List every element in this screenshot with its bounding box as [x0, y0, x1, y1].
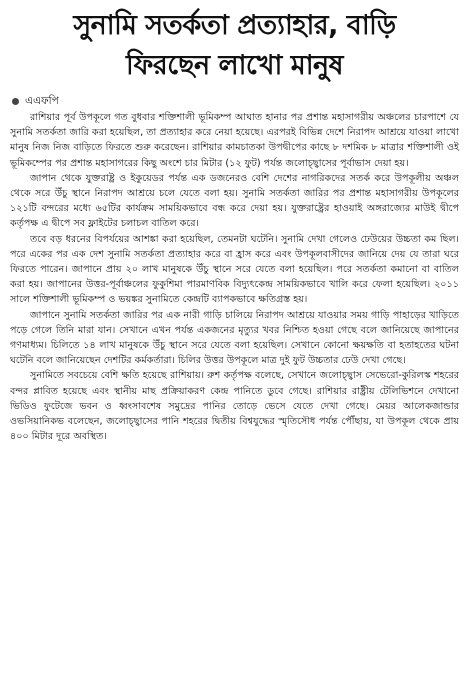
paragraph: রাশিয়ার পূর্ব উপকূলে গত বুধবার শক্তিশালী ভূমিকম্প আঘাত হানার পর প্রশান্ত মহাসাগরীয় অঞ্চলের চারপাশে যে সুনামি সতর্কতা জারি করা হয়েছিল, তা প্রত্যাহার করে নেয়া হয়েছে। এরপরই বিভিন্ন দেশে নিরাপদ আশ্রয়ে যাওয়া লাখো মানুষ নিজ নিজ বাড়িতে ফিরতে শুরু করেছেন। রাশিয়ার কামচাতকা উপদ্বীপের কাছে ৮ দশমিক ৮ মাত্রার শক্তিশালী ওই ভূমিকম্পের পর প্রশান্ত মহাসাগরের কিছু অংশে চার মিটার (১২ ফুট) পর্যন্ত জলোচ্ছ্বাসের পূর্বাভাস দেয়া হয়। [10, 112, 459, 169]
paragraph: তবে বড় ধরনের বিপর্যয়ের আশঙ্কা করা হয়েছিল, তেমনটা ঘটেনি। সুনামি দেখা গেলেও ঢেউয়ের উচ্চতা কম ছিল। পরে একের পর এক দেশ সুনামি সতর্কতা প্রত্যাহার করে বা হ্রাস করে এবং উপকূলবাসীদের জানিয়ে দেয় যে তারা ঘরে ফিরতে পারেন। জাপানে প্রায় ২০ লাখ মানুষকে উঁচু স্থানে সরে যেতে বলা হয়েছিল। পরে সতর্কতা কমানো বা বাতিল করা হয়। জাপানের উত্তর-পূর্বাঞ্চলের ফুকুশিমা পারমাণবিক বিদ্যুৎকেন্দ্র সাময়িকভাবে খালি করে ফেলা হয়েছিল। ২০১১ সালে শক্তিশালী ভূমিকম্প ও ভয়ঙ্কর সুনামিতে কেন্দ্রটি ব্যাপকভাবে ক্ষতিগ্রস্ত হয়। [10, 233, 459, 306]
paragraph: জাপানে সুনামি সতর্কতা জারির পর এক নারী গাড়ি চালিয়ে নিরাপদ আশ্রয়ে যাওয়ার সময় গাড়ি পাহাড়ের খাড়িতে পড়ে গেলে তিনি মারা যান। সেখানে এখন পর্যন্ত একজনের মৃত্যুর খবর নিশ্চিত হওয়া গেছে বলে জানিয়েছে জাপানের গণমাধ্যম। চিলিতে ১৪ লাখ মানুষকে উঁচু স্থানে সরে যেতে বলা হয়েছিল। সেখানে কোনো ক্ষয়ক্ষতি বা হতাহতের ঘটনা ঘটেনি বলে জানিয়েছেন দেশটির কর্মকর্তারা। চিলির উত্তর উপকূলে মাত্র দুই ফুট উচ্চতার ঢেউ দেখা গেছে। [10, 309, 459, 367]
headline [10, 6, 459, 86]
headline-line-2: ফিরছেন লাখো মানুষ [125, 50, 344, 81]
paragraph: জাপান থেকে যুক্তরাষ্ট্র ও ইকুয়েডর পর্যন্ত এক ডজনেরও বেশি দেশের নাগরিকদের সতর্ক করে উপকূলীয় অঞ্চল থেকে সরে উঁচু স্থানে নিরাপদ আশ্রয়ে চলে যেতে বলা হয়। সুনামি সতর্কতা জারির পর প্রশান্ত মহাসাগরীয় উপকূলের ১২১টি বন্দরের মধ্যে ৬৫টির কার্যক্রম সাময়িকভাবে বন্ধ করে দেয়া হয়। যুক্তরাষ্ট্রের হাওয়াই অঙ্গরাজ্যের মাউই দ্বীপে কর্তৃপক্ষ এ দ্বীপে সব ফ্লাইটের চলাচল বাতিল করে। [10, 172, 459, 230]
headline-line-1: সুনামি সতর্কতা প্রত্যাহার, বাড়ি [73, 10, 396, 41]
article-body [10, 110, 459, 444]
bullet-icon [12, 98, 19, 105]
byline [12, 94, 459, 108]
byline-source: এএফপি [25, 95, 59, 107]
paragraph: সুনামিতে সবচেয়ে বেশি ক্ষতি হয়েছে রাশিয়ায়। রুশ কর্তৃপক্ষ বলেছে, সেখানে জলোচ্ছ্বাস সেভেরো-কুরিলস্ক শহরের বন্দর প্লাবিত হয়েছে এবং স্থানীয় মাছ প্রক্রিয়াকরণ কেন্দ্র পানিতে ডুবে গেছে। রাশিয়ার রাষ্ট্রীয় টেলিভিশনে দেখানো ভিডিও ফুটেজে ভবন ও ধ্বংসাবশেষ সমুদ্রের পানির তোড়ে ভেসে যেতে দেখা গেছে। মেয়র আলেকজান্ডার ওভসিয়ানিকভ বলেছেন, জলোচ্ছ্বাসের পানি শহরের দ্বিতীয় বিশ্বযুদ্ধের স্মৃতিসৌধ পর্যন্ত পৌঁছায়, যা উপকূল থেকে প্রায় ৪০০ মিটার দূরে অবস্থিত। [10, 370, 459, 443]
